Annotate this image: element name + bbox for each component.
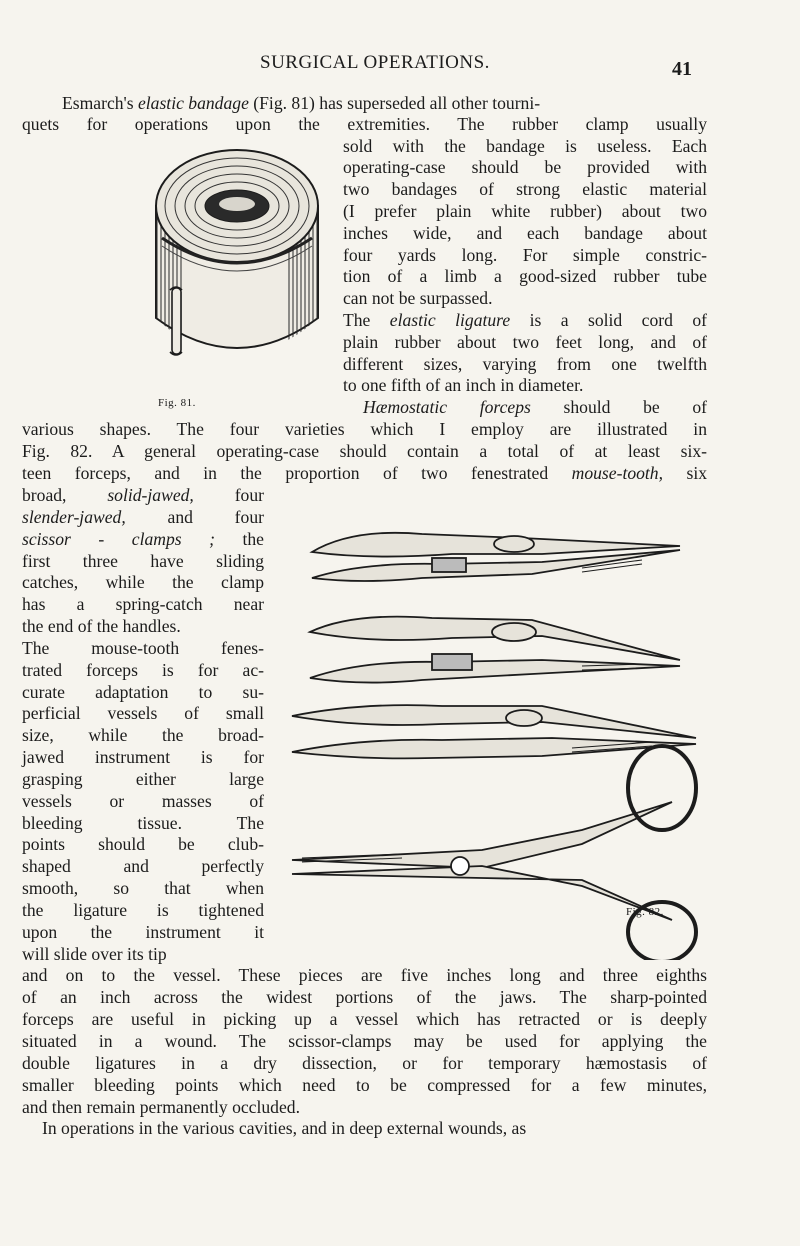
italic-term: Hæmostatic forceps xyxy=(363,397,531,417)
text-line xyxy=(22,550,264,572)
text-run: The xyxy=(343,310,390,330)
text-line xyxy=(22,790,264,812)
text-run: four yards long. For simple constric- xyxy=(343,245,707,265)
italic-term: slender-jawed, xyxy=(22,507,126,527)
text-run: six xyxy=(663,463,707,483)
text-run: vessels or masses of xyxy=(22,791,264,811)
text-line xyxy=(22,921,264,943)
text-run: has a spring-catch near xyxy=(22,594,264,614)
text-run: double ligatures in a dry dissection, or for temporary hæmostasis of xyxy=(22,1053,707,1073)
text-run: of an inch across the widest portions of the jaws. The sharp-pointed xyxy=(22,987,707,1007)
text-run: points should be club- xyxy=(22,834,264,854)
text-line xyxy=(343,331,707,353)
text-run: forceps are useful in picking up a vessel which has retracted or is deeply xyxy=(22,1009,707,1029)
text-run: to one fifth of an inch in diameter. xyxy=(343,375,584,395)
text-line xyxy=(22,462,707,484)
text-run: operating-case should be provided with xyxy=(343,157,707,177)
text-run: the ligature is tightened xyxy=(22,900,264,920)
text-line xyxy=(343,222,707,244)
text-run: (I prefer plain white rubber) about two xyxy=(343,201,707,221)
text-line xyxy=(22,440,707,462)
text-line xyxy=(22,659,264,681)
text-line xyxy=(22,986,707,1008)
text-run: smooth, so that when xyxy=(22,878,264,898)
text-line xyxy=(22,506,264,528)
text-line xyxy=(343,374,583,396)
text-run: quets for operations upon the extremities. The rubber clamp usually xyxy=(22,114,707,134)
text-line xyxy=(343,200,707,222)
text-run: jawed instrument is for xyxy=(22,747,264,767)
text-run: and then remain permanently occluded. xyxy=(22,1097,300,1117)
text-line xyxy=(22,702,264,724)
text-run: sold with the bandage is useless. Each xyxy=(343,136,707,156)
page-header xyxy=(0,52,800,82)
text-line xyxy=(343,309,707,331)
text-line xyxy=(343,178,707,200)
text-line xyxy=(22,571,264,593)
italic-term: solid-jawed, xyxy=(107,485,194,505)
text-line xyxy=(343,156,707,178)
text-line xyxy=(22,833,264,855)
text-run: In operations in the various cavities, and in deep external wounds, as xyxy=(42,1118,527,1138)
running-head: SURGICAL OPERATIONS. xyxy=(260,52,490,73)
text-run: the end of the handles. xyxy=(22,616,181,636)
text-run: and four xyxy=(125,507,264,527)
text-run: catches, while the clamp xyxy=(22,572,264,592)
text-line xyxy=(22,484,264,506)
text-line xyxy=(22,528,264,550)
text-line xyxy=(22,681,264,703)
text-line xyxy=(22,637,264,659)
text-line xyxy=(22,418,707,440)
text-line xyxy=(22,746,264,768)
text-line xyxy=(42,1117,707,1139)
text-run: Esmarch's xyxy=(62,93,138,113)
text-run: perficial vessels of small xyxy=(22,703,264,723)
text-run: grasping either large xyxy=(22,769,264,789)
text-run: can not be surpassed. xyxy=(343,288,493,308)
text-run: different sizes, varying from one twelfth xyxy=(343,354,707,374)
text-line xyxy=(343,353,707,375)
text-line xyxy=(343,265,707,287)
italic-term: elastic bandage xyxy=(137,93,249,113)
text-run: teen forceps, and in the proportion of two fenestrated xyxy=(22,463,572,483)
text-line xyxy=(22,1030,707,1052)
text-run: various shapes. The four varieties which I employ are illustrated in xyxy=(22,419,707,439)
figure-81-caption: Fig. 81. xyxy=(158,397,196,409)
text-run: plain rubber about two feet long, and of xyxy=(343,332,707,352)
text-line xyxy=(22,877,264,899)
text-run: first three have sliding xyxy=(22,551,264,571)
text-run: curate adaptation to su- xyxy=(22,682,264,702)
text-run: (Fig. 81) has superseded all other tourni- xyxy=(248,93,541,113)
text-line xyxy=(22,943,167,965)
text-run: situated in a wound. The scissor-clamps may be used for applying the xyxy=(22,1031,707,1051)
text-run: tion of a limb a good-sized rubber tube xyxy=(343,266,707,286)
text-line xyxy=(22,855,264,877)
text-line xyxy=(22,1008,707,1030)
text-line xyxy=(22,1052,707,1074)
text-line xyxy=(363,396,707,418)
text-run: trated forceps is for ac- xyxy=(22,660,264,680)
text-line xyxy=(22,812,264,834)
text-line xyxy=(22,1074,707,1096)
text-line xyxy=(22,768,264,790)
italic-term: mouse-tooth, xyxy=(571,463,664,483)
text-line xyxy=(22,1096,300,1118)
text-run: smaller bleeding points which need to be compressed for a few minutes, xyxy=(22,1075,707,1095)
text-run: shaped and perfectly xyxy=(22,856,264,876)
text-run: is a solid cord of xyxy=(510,310,707,330)
text-run: upon the instrument it xyxy=(22,922,264,942)
text-line xyxy=(22,964,707,986)
text-run: bleeding tissue. The xyxy=(22,813,264,833)
page-number: 41 xyxy=(672,58,692,80)
figure-82-caption: Fig. 82. xyxy=(626,906,664,918)
text-run: Fig. 82. A general operating-case should contain a total of at least six- xyxy=(22,441,707,461)
text-line xyxy=(22,593,264,615)
text-run: inches wide, and each bandage about xyxy=(343,223,707,243)
text-run: The mouse-tooth fenes- xyxy=(22,638,264,658)
haemostatic-forceps-icon xyxy=(282,520,700,960)
text-run: should be of xyxy=(530,397,707,417)
text-line xyxy=(22,615,181,637)
text-run: two bandages of strong elastic material xyxy=(343,179,707,199)
text-run: broad, xyxy=(22,485,108,505)
text-run: size, while the broad- xyxy=(22,725,264,745)
text-line xyxy=(343,135,707,157)
text-run: four xyxy=(193,485,264,505)
italic-term: elastic ligature xyxy=(389,310,511,330)
text-line xyxy=(343,244,707,266)
text-line xyxy=(343,287,493,309)
text-line xyxy=(22,113,707,135)
italic-term: scissor - clamps ; xyxy=(22,529,215,549)
text-line xyxy=(62,92,707,114)
text-line xyxy=(22,899,264,921)
text-run: the xyxy=(214,529,264,549)
elastic-bandage-roll-icon xyxy=(148,138,326,382)
text-run: will slide over its tip xyxy=(22,944,167,964)
text-line xyxy=(22,724,264,746)
text-run: and on to the vessel. These pieces are five inches long and three eighths xyxy=(22,965,707,985)
